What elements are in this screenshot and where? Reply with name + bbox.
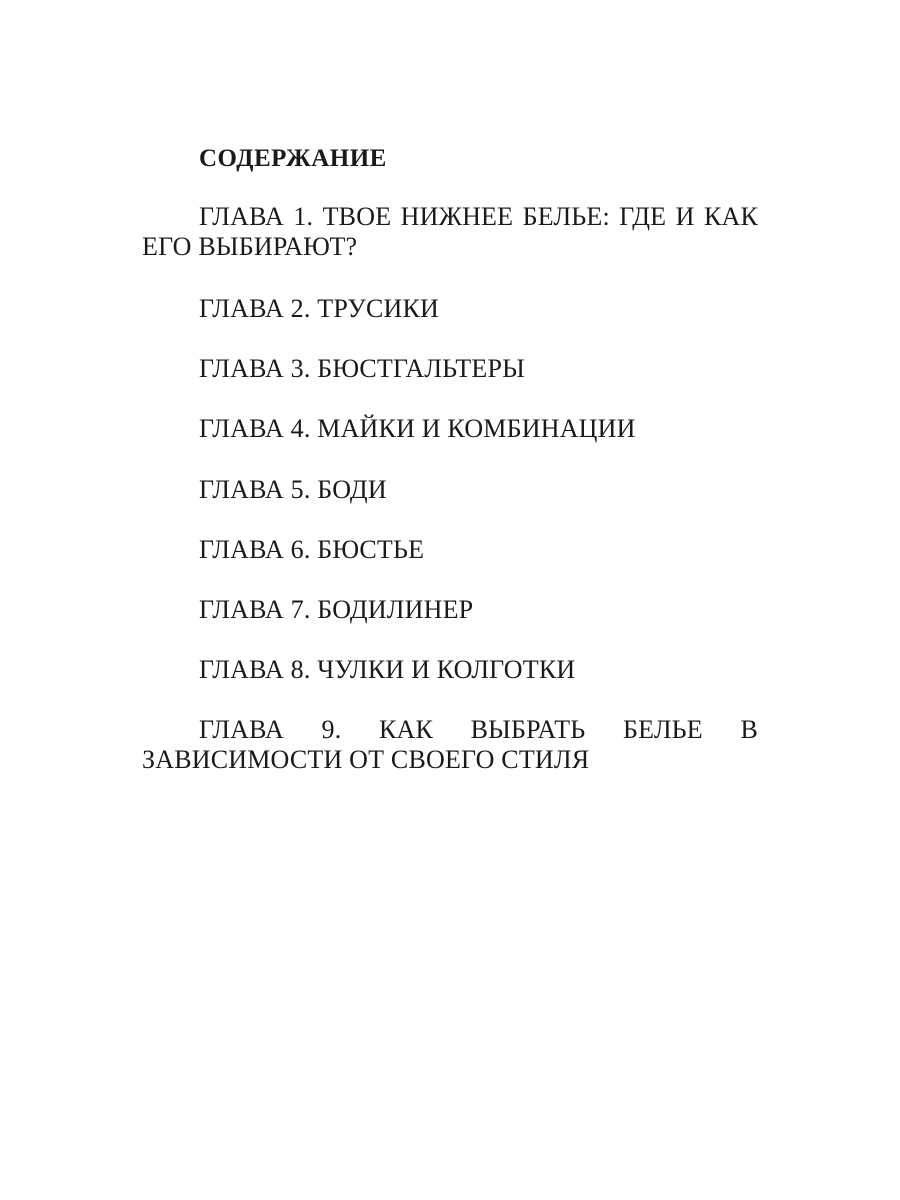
document-page: [142, 0, 758, 1200]
toc-item-chapter-9: ГЛАВА 9. КАК ВЫБРАТЬ БЕЛЬЕ В ЗАВИСИМОСТИ ОТ СВОЕГО СТИЛЯ: [142, 715, 758, 774]
toc-item-chapter-1: ГЛАВА 1. ТВОЕ НИЖНЕЕ БЕЛЬЕ: ГДЕ И КАК ЕГО ВЫБИРАЮТ?: [142, 202, 758, 261]
toc-item-chapter-8: ГЛАВА 8. ЧУЛКИ И КОЛГОТКИ: [199, 655, 576, 684]
toc-item-chapter-3: ГЛАВА 3. БЮСТГАЛЬТЕРЫ: [199, 354, 526, 383]
toc-item-chapter-7: ГЛАВА 7. БОДИЛИНЕР: [199, 595, 474, 624]
toc-item-chapter-2: ГЛАВА 2. ТРУСИКИ: [199, 294, 440, 323]
toc-title: СОДЕРЖАНИЕ: [199, 145, 387, 172]
toc-item-chapter-5: ГЛАВА 5. БОДИ: [199, 475, 387, 504]
toc-item-chapter-6: ГЛАВА 6. БЮСТЬЕ: [199, 535, 425, 564]
toc-item-chapter-4: ГЛАВА 4. МАЙКИ И КОМБИНАЦИИ: [199, 414, 636, 443]
